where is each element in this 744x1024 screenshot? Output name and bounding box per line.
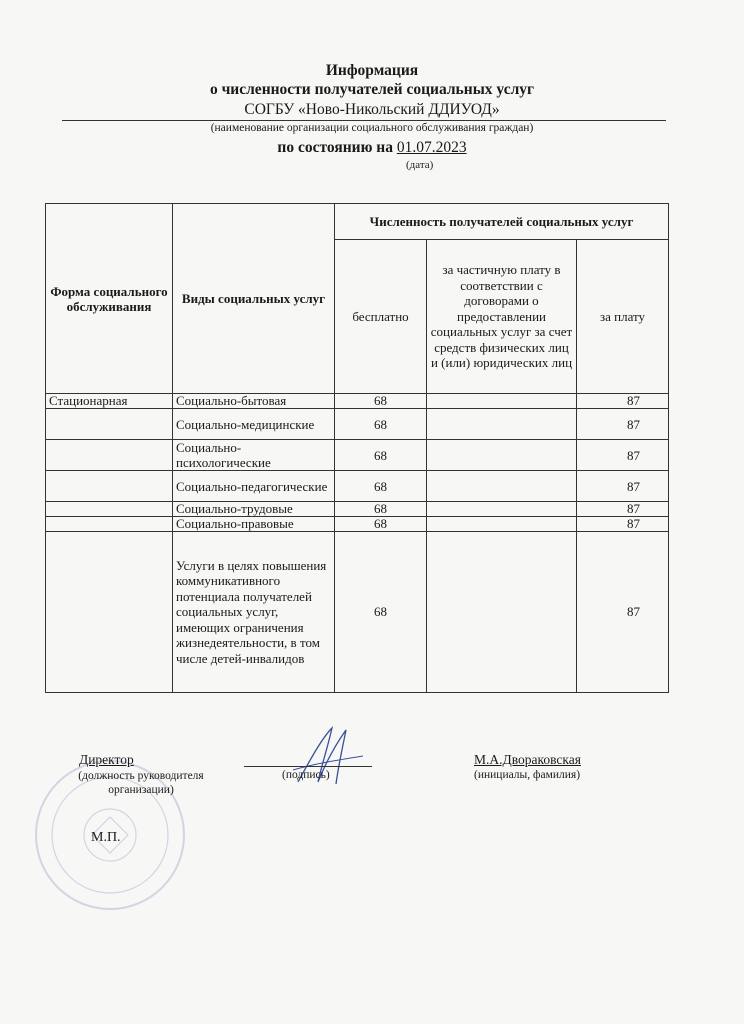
cell-service-type: Социально-психологические: [173, 440, 335, 471]
cell-service-type: Социально-правовые: [173, 517, 335, 532]
cell-form: [46, 532, 173, 693]
cell-form: [46, 409, 173, 440]
report-date-line: [0, 139, 744, 157]
table-row: [46, 502, 669, 517]
cell-partial: [427, 440, 577, 471]
table-row: [46, 517, 669, 532]
report-date-caption: (дата): [406, 159, 434, 171]
document-title: Информация: [325, 62, 419, 79]
cell-form: [46, 471, 173, 502]
cell-partial: [427, 502, 577, 517]
header-form: Форма социального обслуживания: [46, 204, 173, 394]
cell-paid: 87: [577, 471, 669, 502]
cell-form: [46, 517, 173, 532]
report-date-value: 01.07.2023: [396, 139, 467, 156]
signer-name-caption: (инициалы, фамилия): [474, 769, 581, 781]
cell-free: 68: [335, 532, 427, 693]
cell-free: 68: [335, 502, 427, 517]
table-row: [46, 394, 669, 409]
cell-partial: [427, 532, 577, 693]
cell-free: 68: [335, 471, 427, 502]
cell-paid: 87: [577, 409, 669, 440]
cell-partial: [427, 394, 577, 409]
header-partial-payment: за частичную плату в соответствии с договорами о предоставлении социальных услуг за счет средств физических лиц и (или) юридических лиц: [427, 240, 577, 394]
signer-position: Директор: [79, 752, 134, 767]
cell-partial: [427, 517, 577, 532]
signature-line: [244, 766, 372, 767]
table-row: [46, 440, 669, 471]
header-free: бесплатно: [335, 240, 427, 394]
header-paid: за плату: [577, 240, 669, 394]
header-recipients-count: Численность получателей социальных услуг: [335, 204, 669, 240]
cell-service-type: Социально-педагогические: [173, 471, 335, 502]
cell-form: Стационарная: [46, 394, 173, 409]
organization-underline: [62, 120, 666, 121]
cell-free: 68: [335, 409, 427, 440]
cell-service-type: Услуги в целях повышения коммуникативного потенциала получателей социальных услуг, имеющих ограничения жизнедеятельности, в том числе детей-инвалидов: [173, 532, 335, 693]
signature-caption: (подпись): [282, 769, 330, 781]
cell-free: 68: [335, 394, 427, 409]
report-date-prefix: по состоянию на: [277, 139, 393, 156]
signer-position-caption: (должность руководителя организации): [78, 770, 204, 796]
cell-service-type: Социально-медицинские: [173, 409, 335, 440]
table-row: [46, 471, 669, 502]
cell-service-type: Социально-трудовые: [173, 502, 335, 517]
cell-paid: 87: [577, 394, 669, 409]
handwritten-signature: [288, 720, 368, 795]
cell-partial: [427, 471, 577, 502]
cell-paid: 87: [577, 502, 669, 517]
cell-free: 68: [335, 517, 427, 532]
header-service-types: Виды социальных услуг: [173, 204, 335, 394]
cell-form: [46, 502, 173, 517]
organization-caption: (наименование организации социального обслуживания граждан): [210, 122, 534, 134]
table-row: [46, 532, 669, 693]
cell-form: [46, 440, 173, 471]
organization-name: СОГБУ «Ново-Никольский ДДИУОД»: [244, 101, 500, 118]
cell-paid: 87: [577, 517, 669, 532]
stamp-place-label: М.П.: [91, 830, 121, 845]
recipients-table: [45, 203, 669, 693]
cell-free: 68: [335, 440, 427, 471]
cell-paid: 87: [577, 440, 669, 471]
document-subtitle: о численности получателей социальных услуг: [209, 81, 535, 98]
table-row: [46, 409, 669, 440]
cell-service-type: Социально-бытовая: [173, 394, 335, 409]
cell-partial: [427, 409, 577, 440]
signer-name: М.А.Двораковская: [474, 752, 581, 767]
cell-paid: 87: [577, 532, 669, 693]
